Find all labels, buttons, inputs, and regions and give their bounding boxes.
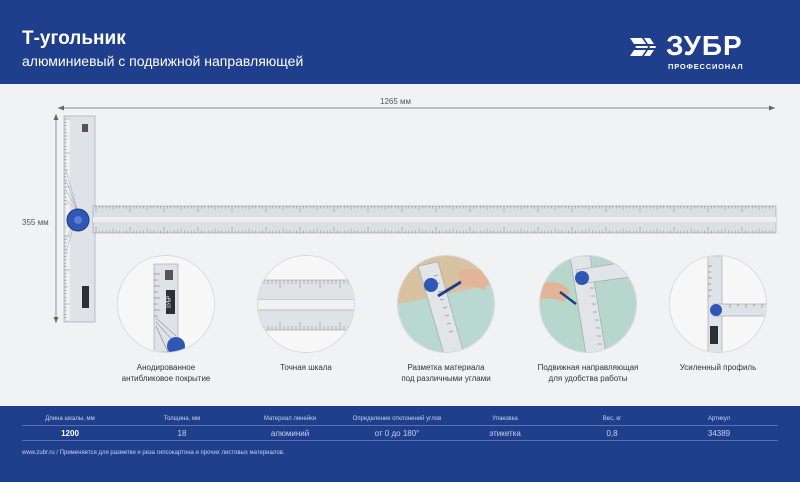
spec-header-length: Длина шкалы, мм — [45, 416, 95, 422]
arrow-up-icon — [54, 114, 59, 120]
height-dimension-label: 355 мм — [22, 218, 49, 227]
spec-header-angles: Определение отклонений углов — [352, 416, 442, 422]
specs-header-row — [0, 416, 800, 428]
feature-image-scale — [257, 255, 355, 353]
head-logo-plate — [82, 286, 89, 308]
specs-divider-top — [22, 425, 778, 426]
caption-marking-line1: Разметка материала — [407, 363, 485, 372]
spec-header-thickness: Толщина, мм — [163, 416, 201, 422]
caption-anodized-line2: антибликовое покрытие — [121, 374, 211, 383]
caption-guide — [522, 362, 654, 384]
spec-value-length: 1200 — [61, 429, 79, 438]
caption-profile-line1: Усиленный профиль — [679, 363, 757, 372]
caption-profile — [652, 362, 784, 373]
arrow-right-icon — [769, 106, 775, 111]
arrow-down-icon — [54, 317, 59, 323]
caption-guide-line2: для удобства работы — [548, 374, 628, 383]
feature-image-guide — [539, 255, 637, 353]
caption-guide-line1: Подвижная направляющая — [537, 363, 639, 372]
caption-anodized-line1: Анодированное — [136, 363, 196, 372]
page-title: Т-угольник — [22, 28, 126, 49]
spec-header-material: Материал линейки — [263, 416, 317, 422]
caption-anodized — [100, 362, 232, 384]
feature-image-profile — [669, 255, 767, 353]
head-label — [82, 124, 88, 132]
scale-detail — [258, 256, 355, 353]
brand-name: ЗУБР — [666, 30, 743, 61]
guide-detail — [540, 256, 637, 353]
spec-value-angles: от 0 до 180° — [374, 429, 420, 438]
spec-value-article: 34389 — [707, 429, 731, 438]
profile-detail — [670, 256, 767, 353]
caption-marking-line2: под различными углами — [401, 374, 491, 383]
caption-scale — [240, 362, 372, 373]
spec-value-material: алюминий — [270, 429, 310, 438]
page-subtitle: алюминиевый с подвижной направляющей — [22, 53, 304, 69]
spec-value-weight: 0,8 — [606, 429, 618, 438]
caption-scale-line1: Точная шкала — [280, 363, 332, 372]
arrow-left-icon — [58, 106, 64, 111]
spec-header-weight: Вес, кг — [602, 416, 622, 422]
marking-detail — [398, 256, 495, 353]
mini-brand-label: ЗУБР — [166, 295, 173, 309]
spec-header-article: Артикул — [707, 416, 731, 422]
width-dimension-label: 1265 мм — [380, 97, 412, 106]
feature-image-anodized — [117, 255, 215, 353]
anodized-detail — [118, 256, 215, 353]
footer-note: www.zubr.ru / Применяется для разметки и реза гипсокартона и прочих листовых материалов. — [22, 450, 285, 456]
specs-divider-bottom — [22, 440, 778, 441]
spec-value-packaging: этикетка — [489, 429, 521, 438]
brand-subtitle: ПРОФЕССИОНАЛ — [668, 62, 744, 71]
spec-header-packaging: Упаковка — [492, 416, 518, 422]
caption-marking — [380, 362, 512, 384]
spec-value-thickness: 18 — [177, 429, 187, 438]
feature-image-marking — [397, 255, 495, 353]
